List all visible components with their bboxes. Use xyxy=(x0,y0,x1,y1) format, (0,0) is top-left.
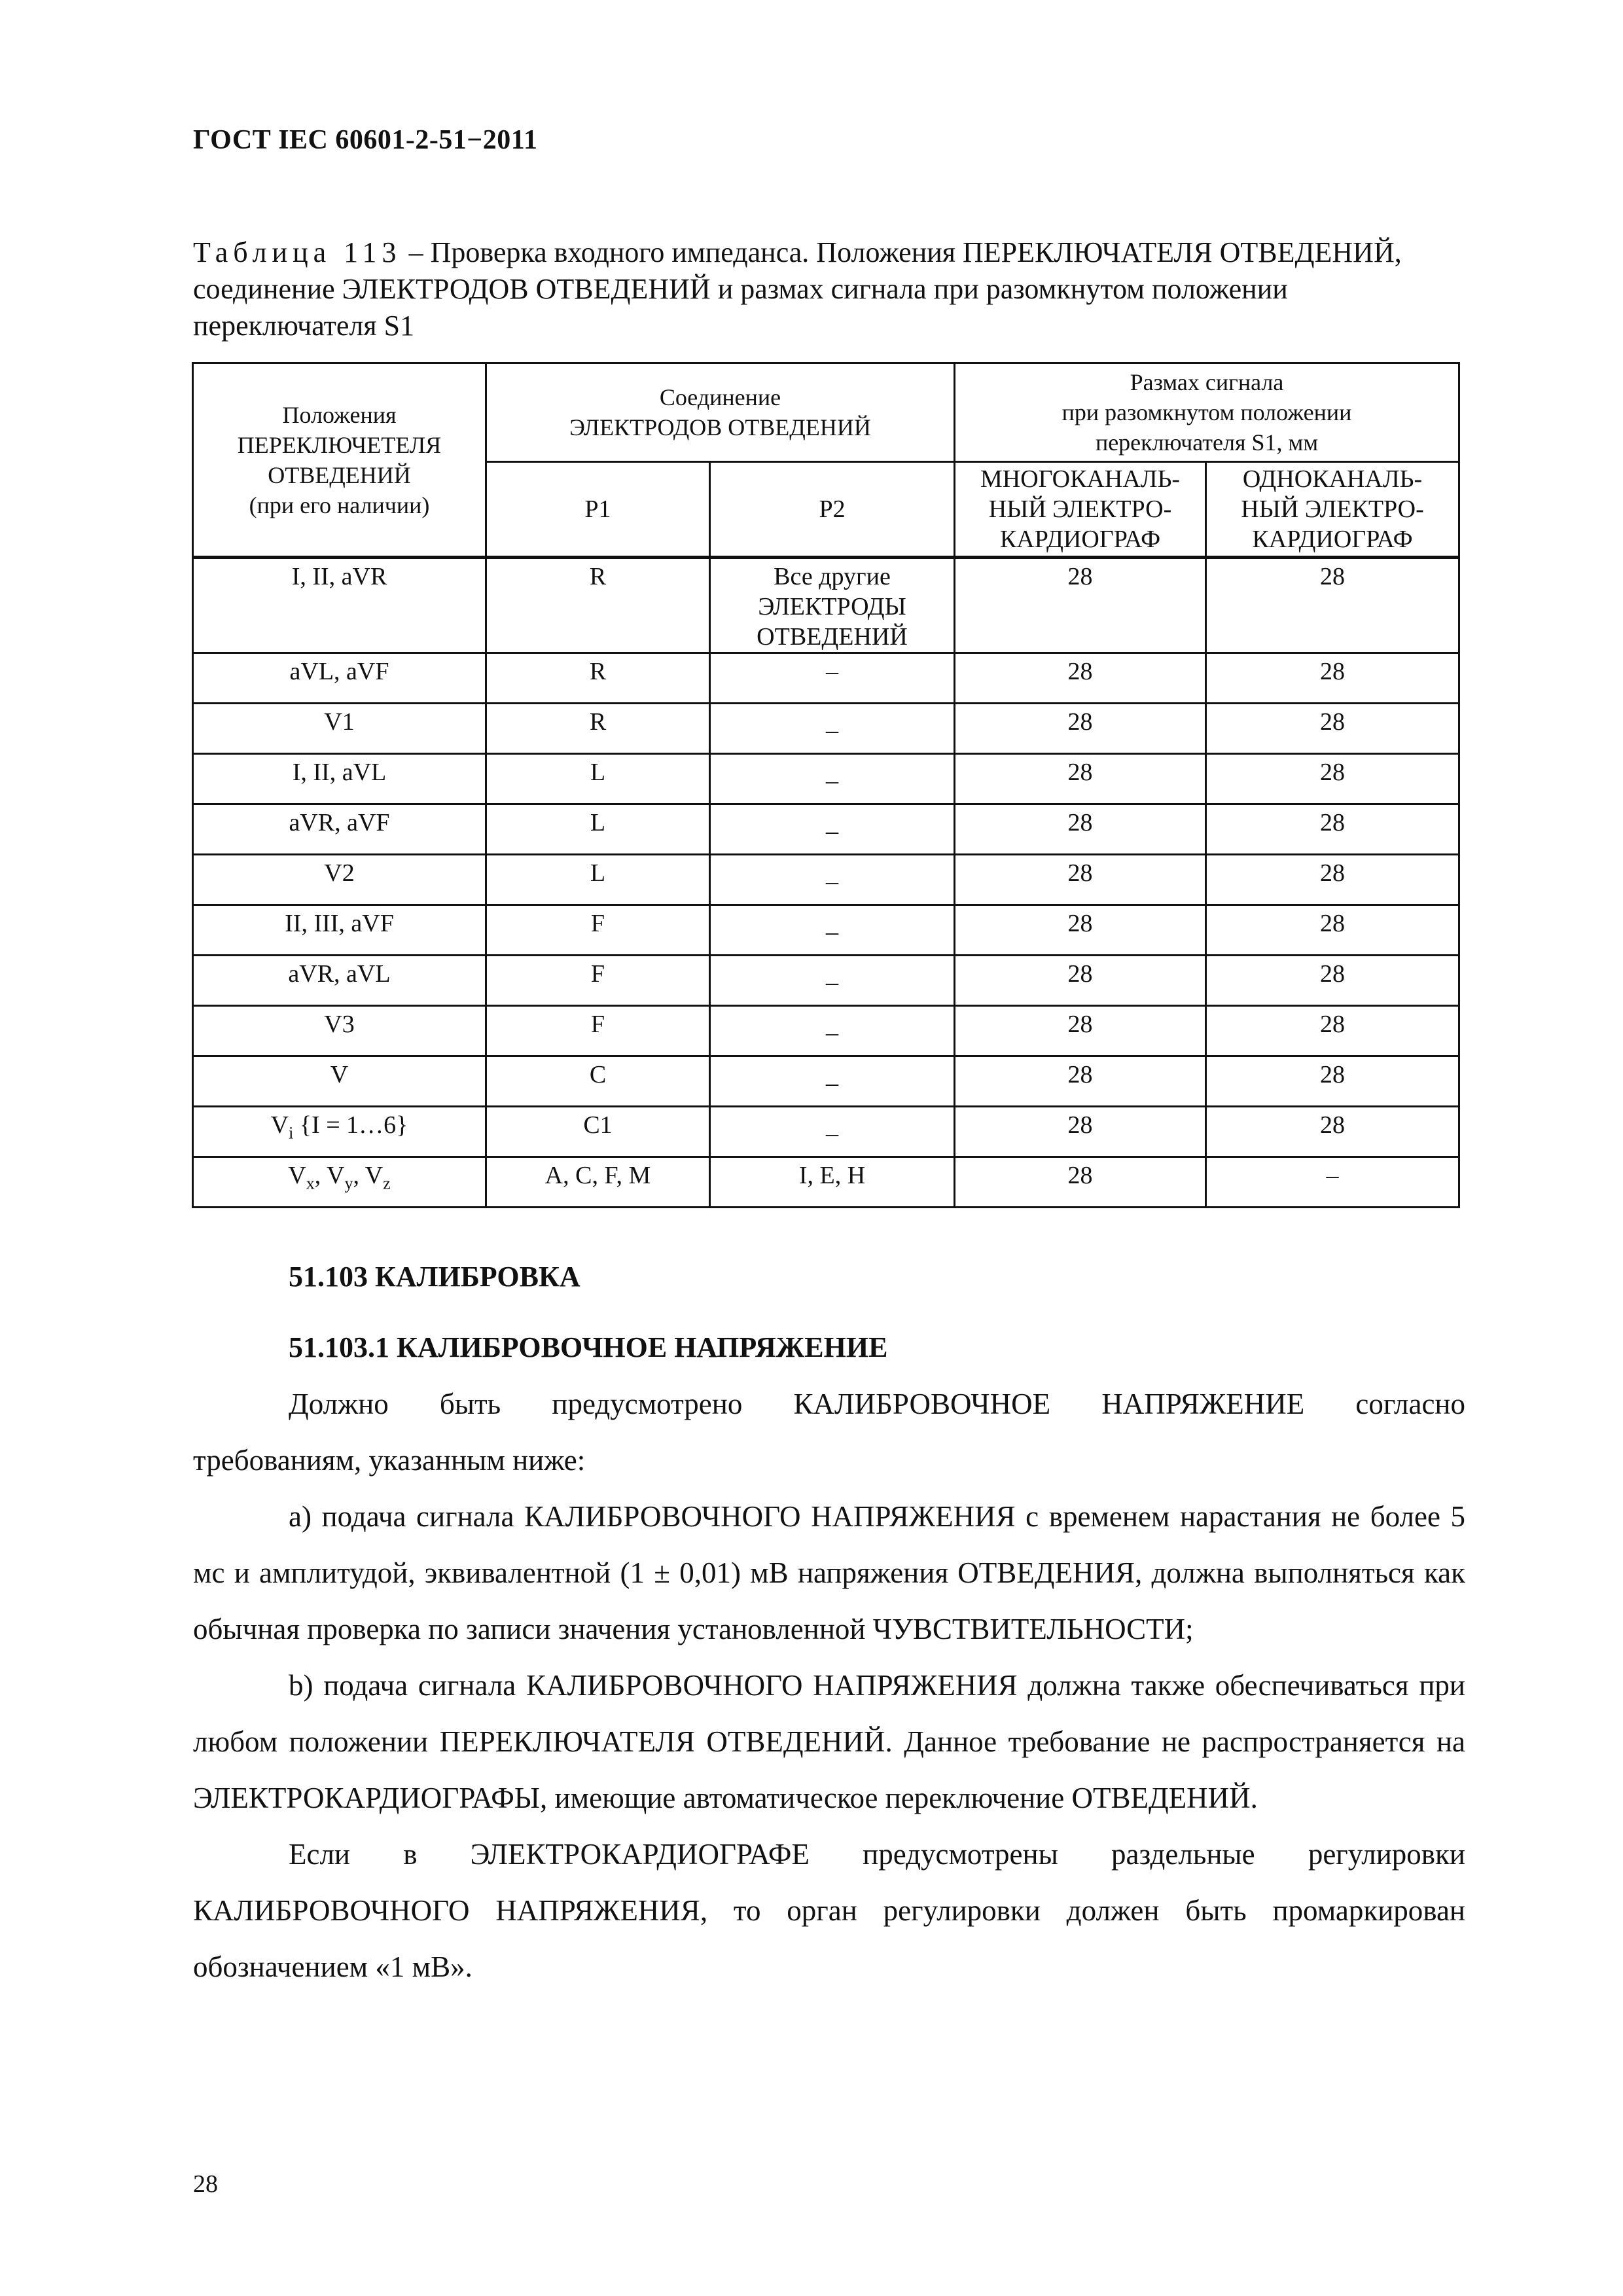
cell-multichannel: 28 xyxy=(955,558,1206,653)
cell-p2: _ xyxy=(710,1056,955,1107)
cell-multichannel: 28 xyxy=(955,905,1206,956)
table-row xyxy=(193,704,1459,754)
cell-singlechannel: 28 xyxy=(1206,804,1459,855)
cell-singlechannel: 28 xyxy=(1206,558,1459,653)
cell-p2: I, E, H xyxy=(710,1157,955,1208)
paragraph-note: Если в ЭЛЕКТРОКАРДИОГРАФЕ предусмотрены раздельные регулировки КАЛИБРОВОЧНОГО НАПРЯЖЕНИЯ, то орган регулировки должен быть промаркирован обозначением «1 мВ». xyxy=(193,1838,1465,1983)
table-row xyxy=(193,1157,1459,1208)
cell-position: $V_i$ {I = 1…6} xyxy=(193,1107,486,1157)
cell-multichannel: 28 xyxy=(955,704,1206,754)
cell-multichannel: 28 xyxy=(955,1157,1206,1208)
cell-p2: _ xyxy=(710,855,955,905)
col-header-p2: P2 xyxy=(710,462,955,558)
table-row xyxy=(193,558,1459,653)
table-row xyxy=(193,653,1459,704)
cell-position: aVL, aVF xyxy=(193,653,486,704)
table-row xyxy=(193,1006,1459,1056)
cell-p1: L xyxy=(486,855,710,905)
cell-singlechannel: 28 xyxy=(1206,1056,1459,1107)
cell-p1: C1 xyxy=(486,1107,710,1157)
cell-multichannel: 28 xyxy=(955,653,1206,704)
cell-singlechannel: 28 xyxy=(1206,905,1459,956)
cell-position: aVR, aVL xyxy=(193,956,486,1006)
table-row xyxy=(193,956,1459,1006)
cell-singlechannel: – xyxy=(1206,1157,1459,1208)
cell-p2: _ xyxy=(710,1006,955,1056)
col-header-p1: P1 xyxy=(486,462,710,558)
cell-p2: _ xyxy=(710,804,955,855)
table-row xyxy=(193,804,1459,855)
cell-singlechannel: 28 xyxy=(1206,754,1459,804)
cell-position: V1 xyxy=(193,704,486,754)
cell-position: V xyxy=(193,1056,486,1107)
section-title-calibration: 51.103 КАЛИБРОВКА xyxy=(289,1261,580,1293)
cell-position: I, II, aVL xyxy=(193,754,486,804)
cell-p1: A, C, F, M xyxy=(486,1157,710,1208)
cell-position: $V_x$, $V_y$, $V_z$ xyxy=(193,1157,486,1208)
cell-singlechannel: 28 xyxy=(1206,956,1459,1006)
col-header-connection: Соединение ЭЛЕКТРОДОВ ОТВЕДЕНИЙ xyxy=(486,363,955,462)
cell-p2: – xyxy=(710,653,955,704)
cell-singlechannel: 28 xyxy=(1206,704,1459,754)
document-header: ГОСТ IEC 60601-2-51−2011 xyxy=(193,125,538,155)
table-row xyxy=(193,1056,1459,1107)
table-row xyxy=(193,855,1459,905)
cell-p1: F xyxy=(486,1006,710,1056)
cell-p1: R xyxy=(486,558,710,653)
paragraph-a: a) подача сигнала КАЛИБРОВОЧНОГО НАПРЯЖЕНИЯ с временем нарастания не более 5 мс и амплитудой, эквивалентной (1 ± 0,01) мВ напряжения ОТВЕДЕНИЯ, должна выполняться как обычная проверка по записи значения установленной ЧУВСТВИТЕЛЬНОСТИ; xyxy=(193,1500,1465,1645)
cell-multichannel: 28 xyxy=(955,855,1206,905)
cell-p2: Все другие ЭЛЕКТРОДЫ ОТВЕДЕНИЙ xyxy=(710,558,955,653)
cell-multichannel: 28 xyxy=(955,804,1206,855)
cell-multichannel: 28 xyxy=(955,956,1206,1006)
cell-singlechannel: 28 xyxy=(1206,653,1459,704)
cell-p1: L xyxy=(486,804,710,855)
cell-multichannel: 28 xyxy=(955,754,1206,804)
cell-singlechannel: 28 xyxy=(1206,1006,1459,1056)
cell-p1: C xyxy=(486,1056,710,1107)
cell-position: V2 xyxy=(193,855,486,905)
cell-multichannel: 28 xyxy=(955,1006,1206,1056)
paragraph-b: b) подача сигнала КАЛИБРОВОЧНОГО НАПРЯЖЕНИЯ должна также обеспечиваться при любом положении ПЕРЕКЛЮЧАТЕЛЯ ОТВЕДЕНИЙ. Данное требование не распространяется на ЭЛЕКТРОКАРДИОГРАФЫ, имеющие автоматическое переключение ОТВЕДЕНИЙ. xyxy=(193,1669,1465,1814)
impedance-table xyxy=(192,362,1460,1208)
cell-p1: R xyxy=(486,704,710,754)
col-header-swing: Размах сигнала при разомкнутом положении переключателя S1, мм xyxy=(955,363,1459,462)
paragraph-intro: Должно быть предусмотрено КАЛИБРОВОЧНОЕ НАПРЯЖЕНИЕ согласно требованиям, указанным ниже: a) подача сигнала КАЛИБРОВОЧНОГО НАПРЯЖЕНИЯ с временем нарастания не более 5 мс и амплитудой, эквивалентной (1 ± 0,01) мВ напряжения ОТВЕДЕНИЯ, должна выполняться как обычная проверка по записи значения установленной ЧУВСТВИТЕЛЬНОСТИ; b) подача сигнала КАЛИБРОВОЧНОГО НАПРЯЖЕНИЯ должна также обеспечиваться при любом положении ПЕРЕКЛЮЧАТЕЛЯ ОТВЕДЕНИЙ. Данное требование не распространяется на ЭЛЕКТРОКАРДИОГРАФЫ, имеющие автоматическое переключение ОТВЕДЕНИЙ. Если в ЭЛЕКТРОКАРДИОГРАФЕ предусмотрены раздельные регулировки КАЛИБРОВОЧНОГО НАПРЯЖЕНИЯ, то орган регулировки должен быть промаркирован обозначением «1 мВ». xyxy=(193,1376,1465,1995)
cell-multichannel: 28 xyxy=(955,1107,1206,1157)
cell-position: V3 xyxy=(193,1006,486,1056)
cell-p1: F xyxy=(486,956,710,1006)
cell-p2: _ xyxy=(710,754,955,804)
cell-p2: _ xyxy=(710,905,955,956)
cell-p1: R xyxy=(486,653,710,704)
cell-multichannel: 28 xyxy=(955,1056,1206,1107)
table-caption xyxy=(193,234,1463,344)
col-header-singlechannel: ОДНОКАНАЛЬ- НЫЙ ЭЛЕКТРО- КАРДИОГРАФ xyxy=(1206,462,1459,558)
cell-position: II, III, aVF xyxy=(193,905,486,956)
table-row xyxy=(193,754,1459,804)
table-caption-label: Таблица 113 xyxy=(193,236,402,268)
table-row xyxy=(193,1107,1459,1157)
cell-p2: _ xyxy=(710,956,955,1006)
table-caption-text: – Проверка входного импеданса. Положения ПЕРЕКЛЮЧАТЕЛЯ ОТВЕДЕНИЙ, соединение ЭЛЕКТРОДОВ ОТВЕДЕНИЙ и размах сигнала при разомкнутом положении переключателя S1 xyxy=(193,236,1402,342)
cell-position: aVR, aVF xyxy=(193,804,486,855)
col-header-multichannel: МНОГОКАНАЛЬ- НЫЙ ЭЛЕКТРО- КАРДИОГРАФ xyxy=(955,462,1206,558)
cell-p1: F xyxy=(486,905,710,956)
page-number: 28 xyxy=(193,2170,218,2198)
section-title-calibration-voltage: 51.103.1 КАЛИБРОВОЧНОЕ НАПРЯЖЕНИЕ xyxy=(289,1331,888,1363)
cell-p2: _ xyxy=(710,1107,955,1157)
cell-position: I, II, aVR xyxy=(193,558,486,653)
table-row xyxy=(193,905,1459,956)
cell-singlechannel: 28 xyxy=(1206,1107,1459,1157)
col-header-position: Положения ПЕРЕКЛЮЧЕТЕЛЯ ОТВЕДЕНИЙ (при его наличии) xyxy=(193,363,486,558)
cell-p2: _ xyxy=(710,704,955,754)
cell-p1: L xyxy=(486,754,710,804)
cell-singlechannel: 28 xyxy=(1206,855,1459,905)
table-header-row xyxy=(193,363,1459,462)
